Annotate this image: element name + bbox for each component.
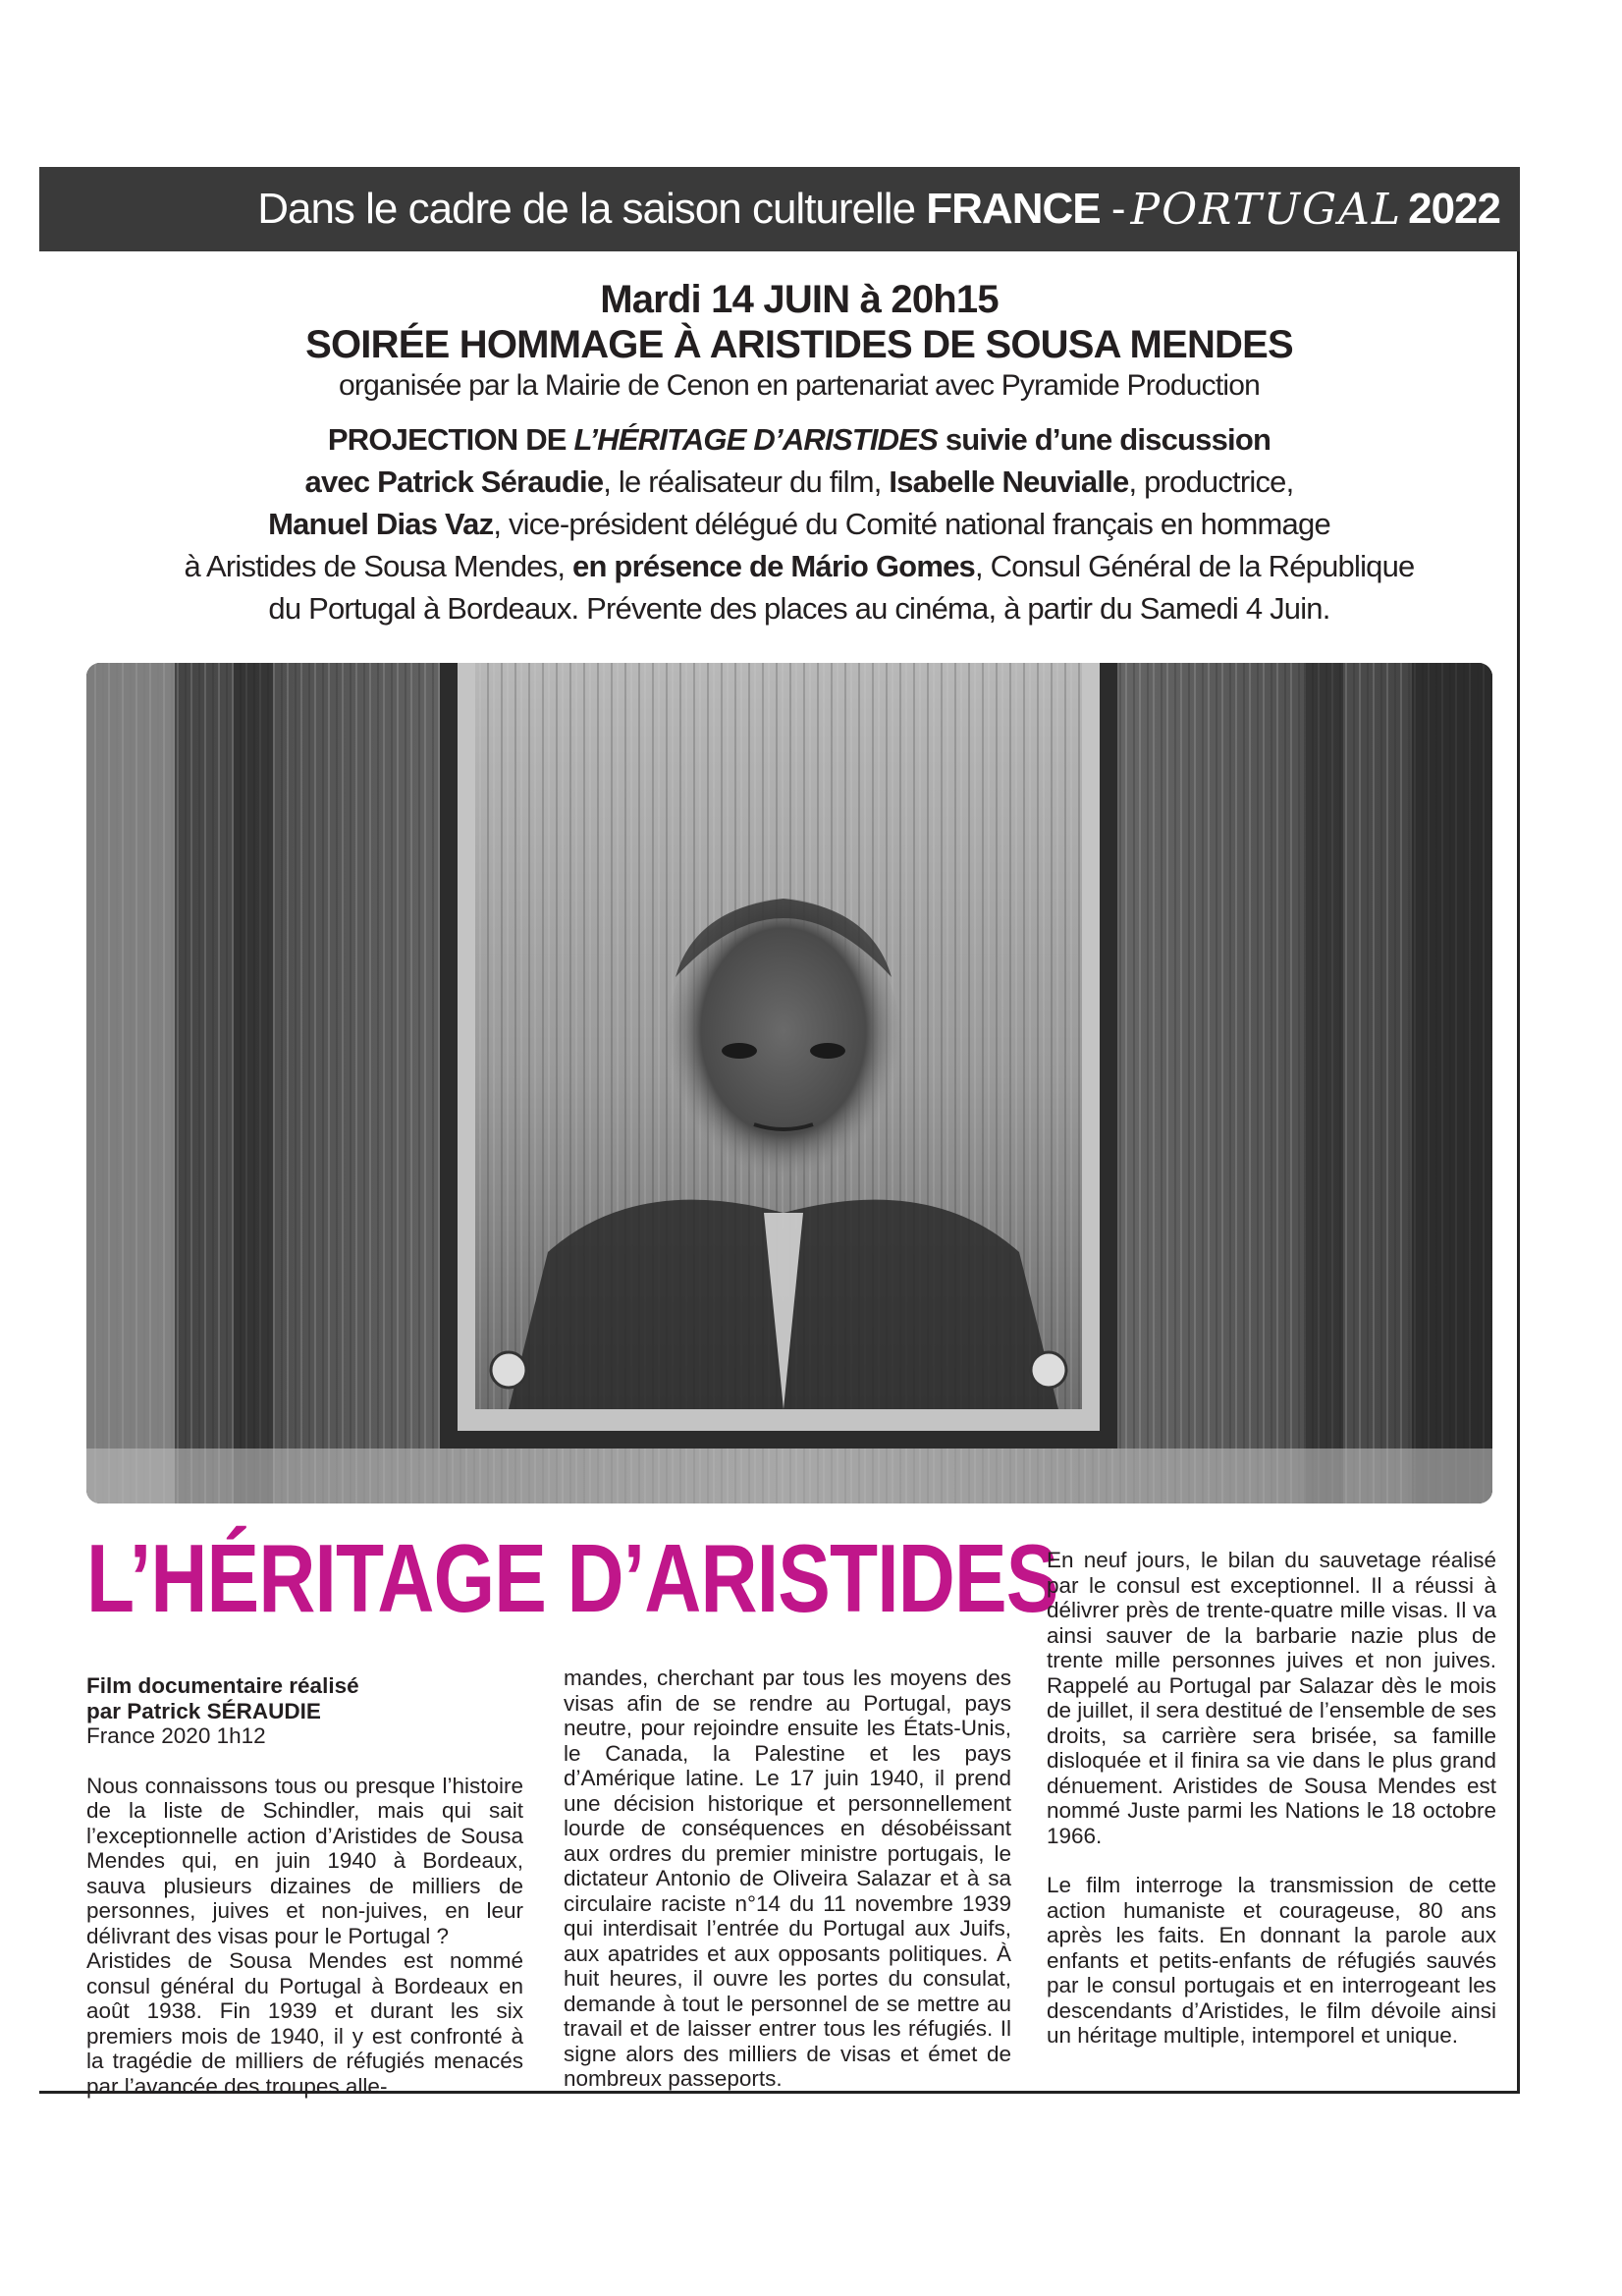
article-paragraph: mandes, cherchant par tous les moyens des visas afin de se rendre au Portugal, pays neutre, pour rejoindre ensuite les États-Unis, le Canada, la Palestine et les pays d’Amérique latine. Le 17 juin 1940, il prend une décision historique et personnellement lourde de conséquences en désobéissant aux ordres du premier ministre portugais, le dictateur Antonio de Oliveira Salazar et à sa circulaire raciste n°14 du 11 novembre 1939 qui interdisait l’entrée du Portugal aux Juifs, aux apatrides et aux opposants politiques. À huit heures, il ouvre les portes du consulat, demande à tout le personnel de se mettre au travail et de laisser entrer tous les réfugiés. Il signe alors des milliers de visas et émet de nombreux passeports. [564, 1666, 1011, 2091]
event-title: SOIRÉE HOMMAGE À ARISTIDES DE SOUSA MENDES [305, 323, 1293, 366]
guest-isabelle: Isabelle Neuvialle [889, 465, 1129, 499]
projection-label: PROJECTION DE [327, 422, 567, 457]
credit-line-3: France 2020 1h12 [86, 1723, 266, 1748]
banner-prefix: Dans le cadre de la saison culturelle [257, 185, 916, 233]
article-column-2 [564, 1666, 1011, 2092]
banner-france: FRANCE [926, 185, 1101, 233]
guest-manuel: Manuel Dias Vaz [268, 507, 494, 541]
season-banner [39, 167, 1520, 251]
guest-patrick: avec Patrick Séraudie [304, 465, 604, 499]
guest-manuel-role: , vice-président délégué du Comité national français en hommage [493, 507, 1330, 541]
guest-patrick-role: , le réalisateur du film, [603, 465, 882, 499]
article-paragraph: Nous connaissons tous ou presque l’histoire de la liste de Schindler, mais qui sait l’exceptionnelle action d’Aristides de Sousa Mendes qui, en juin 1940 à Bordeaux, sauva plusieurs dizaines de milliers de personnes, juives et non-juives, en leur délivrant des visas pour le Portugal ? [86, 1773, 523, 1948]
guest-mario: en présence de Mário Gomes [572, 549, 975, 583]
article-paragraph: Le film interroge la transmission de cette action humaniste et courageuse, 80 ans après les faits. En donnant la parole aux enfants et petits-enfants de réfugiés sauvés par le consul portugais et en interrogeant les descendants d’Aristides, le film dévoile ainsi un héritage multiple, intemporel et unique. [1047, 1873, 1496, 2048]
projection-discussion: suivie d’une discussion [945, 422, 1271, 457]
article-paragraph: En neuf jours, le bilan du sauvetage réalisé par le consul est exceptionnel. Il a réussi à délivrer près de trente-quatre mille visas. Il va ainsi sauver de la barbarie nazie plus de trente mille personnes juives et non juives. Rappelé au Portugal par Salazar dès le mois de juillet, il sera destitué de l’ensemble de ses droits, sa carrière sera brisée, sa famille disloquée et il finira sa vie dans le plus grand dénuement. Aristides de Sousa Mendes est nommé Juste parmi les Nations le 18 octobre 1966. [1047, 1548, 1496, 1848]
projection-film-name: L’HÉRITAGE D’ARISTIDES [573, 422, 938, 457]
film-credits [86, 1673, 523, 1749]
presale-info: du Portugal à Bordeaux. Prévente des places au cinéma, à partir du Samedi 4 Juin. [268, 591, 1330, 626]
credit-line-2: par Patrick SÉRAUDIE [86, 1698, 321, 1723]
article-column-1 [86, 1673, 523, 2099]
article-paragraph: Aristides de Sousa Mendes est nommé consul général du Portugal à Bordeaux en août 1938. Fin 1939 et durant les six premiers mois de 1940, il y est confronté à la tragédie de milliers de réfugiés menacés par l’avancée des troupes alle- [86, 1948, 523, 2099]
credit-line-1: Film documentaire réalisé [86, 1673, 359, 1698]
portrait-photo-art [86, 663, 1492, 1503]
guest-mario-role: , Consul Général de la République [974, 549, 1415, 583]
guest-manuel-role-end: à Aristides de Sousa Mendes, [184, 549, 566, 583]
event-details [59, 277, 1540, 629]
event-description [59, 418, 1540, 629]
banner-year: 2022 [1408, 185, 1500, 233]
guest-isabelle-role: , productrice, [1128, 465, 1294, 499]
film-title: L’HÉRITAGE D’ARISTIDES [86, 1524, 1058, 1632]
article-column-3 [1047, 1548, 1496, 2049]
banner-portugal-logo: PORTUGAL [1130, 184, 1403, 235]
banner-dash: - [1110, 185, 1125, 233]
event-date: Mardi 14 JUIN à 20h15 [600, 278, 999, 321]
portrait-photo [86, 663, 1492, 1503]
event-organizer: organisée par la Mairie de Cenon en partenariat avec Pyramide Production [339, 369, 1260, 402]
